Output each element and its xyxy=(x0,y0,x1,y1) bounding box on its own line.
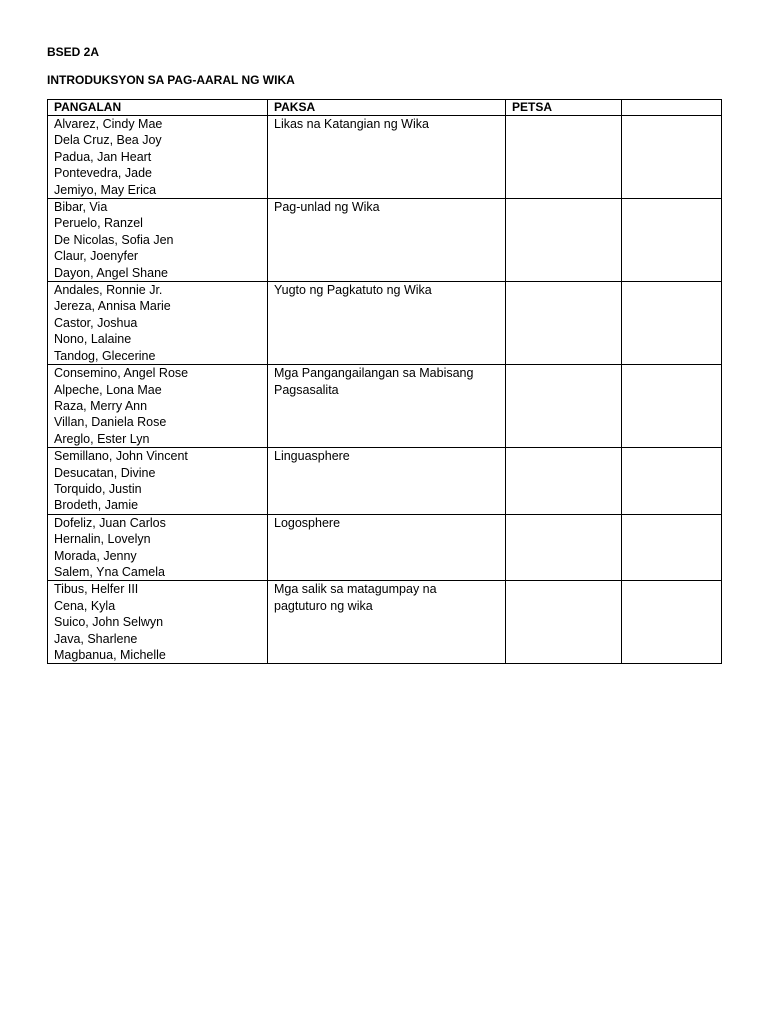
header-date: PETSA xyxy=(506,100,622,116)
group-topic-cell xyxy=(268,448,506,515)
group-topic-cell xyxy=(268,514,506,581)
group-topic-cell xyxy=(268,282,506,365)
member-name: Claur, Joenyfer xyxy=(54,249,139,264)
group-extra-cell xyxy=(622,116,722,199)
topic-text: Mga Pangangailangan sa Mabisang xyxy=(274,366,474,381)
table-row xyxy=(48,282,722,365)
group-date-cell xyxy=(506,514,622,581)
member-name: Tibus, Helfer III xyxy=(54,582,139,597)
member-name: Padua, Jan Heart xyxy=(54,149,152,164)
table-row xyxy=(48,514,722,581)
member-name: Suico, John Selwyn xyxy=(54,615,164,630)
topic-text: Logosphere xyxy=(274,515,341,530)
reporting-schedule-table xyxy=(47,99,722,664)
member-name: Magbanua, Michelle xyxy=(54,648,166,662)
member-name: Nono, Lalaine xyxy=(54,332,132,347)
member-name: Tandog, Glecerine xyxy=(54,348,156,363)
member-name: Peruelo, Ranzel xyxy=(54,216,143,231)
group-date-cell xyxy=(506,282,622,365)
member-name: Torquido, Justin xyxy=(54,481,142,496)
member-name: Alvarez, Cindy Mae xyxy=(54,117,163,131)
table-row xyxy=(48,365,722,448)
group-extra-cell xyxy=(622,365,722,448)
group-date-cell xyxy=(506,365,622,448)
member-name: Jereza, Annisa Marie xyxy=(54,299,171,314)
member-name: Dayon, Angel Shane xyxy=(54,265,168,280)
group-names-cell xyxy=(48,448,268,515)
table-row xyxy=(48,116,722,199)
group-topic-cell xyxy=(268,116,506,199)
group-extra-cell xyxy=(622,581,722,664)
member-name: Consemino, Angel Rose xyxy=(54,366,189,381)
topic-text: Linguasphere xyxy=(274,449,350,464)
header-topic: PAKSA xyxy=(268,100,506,116)
member-name: Alpeche, Lona Mae xyxy=(54,382,162,397)
group-names-cell xyxy=(48,581,268,664)
class-code-heading: BSED 2A xyxy=(47,45,100,59)
member-name: Villan, Daniela Rose xyxy=(54,415,167,430)
table-row xyxy=(48,199,722,282)
header-names: PANGALAN xyxy=(48,100,268,116)
topic-text: Pag-unlad ng Wika xyxy=(274,200,380,215)
member-name: Dofeliz, Juan Carlos xyxy=(54,515,166,530)
group-extra-cell xyxy=(622,514,722,581)
group-names-cell xyxy=(48,365,268,448)
member-name: Java, Sharlene xyxy=(54,631,138,646)
topic-text: Mga salik sa matagumpay na xyxy=(274,582,437,597)
member-name: Dela Cruz, Bea Joy xyxy=(54,133,162,148)
group-topic-cell xyxy=(268,581,506,664)
member-name: Areglo, Ester Lyn xyxy=(54,431,150,446)
member-name: Salem, Yna Camela xyxy=(54,564,165,579)
group-date-cell xyxy=(506,448,622,515)
group-date-cell xyxy=(506,199,622,282)
member-name: Raza, Merry Ann xyxy=(54,398,148,413)
group-extra-cell xyxy=(622,448,722,515)
topic-text: Pagsasalita xyxy=(274,382,339,397)
group-topic-cell xyxy=(268,365,506,448)
member-name: Semillano, John Vincent xyxy=(54,449,188,464)
group-date-cell xyxy=(506,116,622,199)
member-name: Desucatan, Divine xyxy=(54,465,156,480)
member-name: Andales, Ronnie Jr. xyxy=(54,283,163,298)
table-header-row xyxy=(48,100,722,116)
member-name: De Nicolas, Sofia Jen xyxy=(54,232,174,247)
group-extra-cell xyxy=(622,282,722,365)
member-name: Morada, Jenny xyxy=(54,548,137,563)
course-title-heading: INTRODUKSYON SA PAG-AARAL NG WIKA xyxy=(47,73,295,87)
group-topic-cell xyxy=(268,199,506,282)
topic-text: pagtuturo ng wika xyxy=(274,598,373,613)
header-extra xyxy=(622,100,722,116)
member-name: Jemiyo, May Erica xyxy=(54,182,157,197)
topic-text: Yugto ng Pagkatuto ng Wika xyxy=(274,283,432,298)
member-name: Hernalin, Lovelyn xyxy=(54,532,151,547)
topic-text: Likas na Katangian ng Wika xyxy=(274,117,429,131)
group-extra-cell xyxy=(622,199,722,282)
member-name: Bibar, Via xyxy=(54,200,108,215)
table-row xyxy=(48,581,722,664)
group-names-cell xyxy=(48,199,268,282)
group-names-cell xyxy=(48,514,268,581)
member-name: Pontevedra, Jade xyxy=(54,166,152,181)
member-name: Cena, Kyla xyxy=(54,598,116,613)
group-date-cell xyxy=(506,581,622,664)
group-names-cell xyxy=(48,282,268,365)
group-names-cell xyxy=(48,116,268,199)
member-name: Brodeth, Jamie xyxy=(54,498,139,513)
member-name: Castor, Joshua xyxy=(54,315,138,330)
table-row xyxy=(48,448,722,515)
